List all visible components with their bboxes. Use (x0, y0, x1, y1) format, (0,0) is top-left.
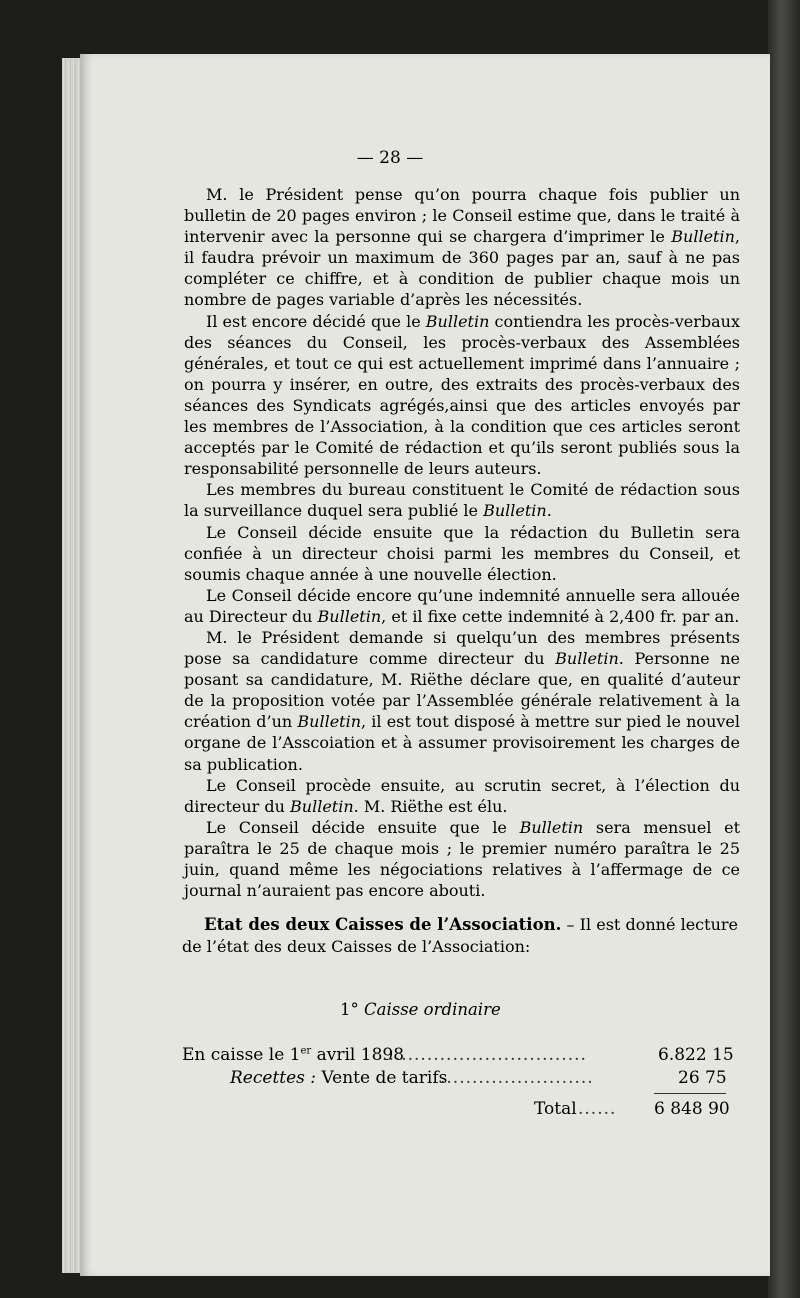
page-number: — 28 — (356, 148, 424, 168)
total-label: Total (534, 1099, 577, 1119)
sum-rule (654, 1093, 726, 1094)
body-text (184, 184, 740, 901)
caisse-title: Caisse ordinaire (364, 1000, 501, 1019)
total-amount: 6 848 90 (654, 1099, 730, 1119)
paragraph: Les membres du bureau constituent le Comité de rédaction sous la surveillance duquel sera publié le Bulletin. (184, 480, 740, 521)
scanner-background (768, 0, 800, 1298)
leader-dots: ........................ (440, 1068, 594, 1088)
ledger-amount: 6.822 15 (658, 1045, 734, 1065)
ledger-row-total (182, 1099, 738, 1121)
section-heading: Etat des deux Caisses de l’Association. (204, 915, 562, 934)
ledger-row-recettes (182, 1068, 738, 1090)
paragraph: Le Conseil procède ensuite, au scrutin secret, à l’élection du directeur du Bulletin. M. Riëthe est élu. (184, 775, 740, 816)
leader-dots: ...... (578, 1099, 617, 1119)
caisse-subheading (340, 1000, 560, 1019)
paragraph: M. le Président demande si quelqu’un des membres présents pose sa candidature comme directeur du Bulletin. Personne ne posant sa candidature, M. Riëthe déclare que, en qualité d’auteur de la proposition votée par l’Assemblée générale relativement à la création d’un Bulletin, il est tout disposé à mettre sur pied le nouvel organe de l’Asscoiation et à assumer provisoirement les charges de sa publication. (184, 627, 740, 774)
section-text: – Il est donné lecture de l’état des deux Caisses de l’Association: (182, 915, 738, 956)
recettes-label: Recettes : (230, 1068, 317, 1088)
ledger-amount: 26 75 (678, 1068, 727, 1088)
paragraph: M. le Président pense qu’on pourra chaque fois publier un bulletin de 20 pages environ ; le Conseil estime que, dans le traité à intervenir avec la personne qui se chargera d’imprimer le Bulletin, il faudra prévoir un maximum de 360 pages par an, sauf à ne pas compléter ce chiffre, et à condition de publier chaque mois un nombre de pages variable d’après les nécessités. (184, 185, 740, 310)
leader-dots: ................................ (382, 1045, 587, 1065)
paragraph: Le Conseil décide ensuite que la rédaction du Bulletin sera confiée à un directeur choisi parmi les membres du Conseil, et soumis chaque année à une nouvelle élection. (184, 522, 741, 584)
recettes-item: Vente de tarifs (321, 1068, 448, 1088)
ledger-row-en-caisse (182, 1045, 738, 1067)
paragraph: Le Conseil décide ensuite que le Bulletin sera mensuel et paraîtra le 25 de chaque mois ; le premier numéro paraîtra le 25 juin, quand même les négociations relatives à l’affermage de ce journal n’auraient pas encore abouti. (184, 817, 741, 901)
ledger-label (230, 1068, 447, 1088)
paragraph: Il est encore décidé que le Bulletin contiendra les procès-verbaux des séances du Conseil, les procès-verbaux des Assemblées générales, et tout ce qui est actuellement imprimé dans l’annuaire ; on pourra y insérer, en outre, des extraits des procès-verbaux des séances des Syndicats agrégés,ainsi que des articles envoyés par les membres de l’Association, à la condition que ces articles seront acceptés par le Comité de rédaction et qu’ils seront publiés sous la responsabilité personnelle de leurs auteurs. (184, 311, 740, 479)
section-caisses (182, 914, 738, 957)
caisse-number: 1° (340, 1000, 359, 1019)
ledger-label: En caisse le 1er avril 1898 (182, 1045, 405, 1065)
paragraph: Le Conseil décide encore qu’une indemnité annuelle sera allouée au Directeur du Bulletin, et il fixe cette indemnité à 2,400 fr. par an. (184, 585, 740, 626)
